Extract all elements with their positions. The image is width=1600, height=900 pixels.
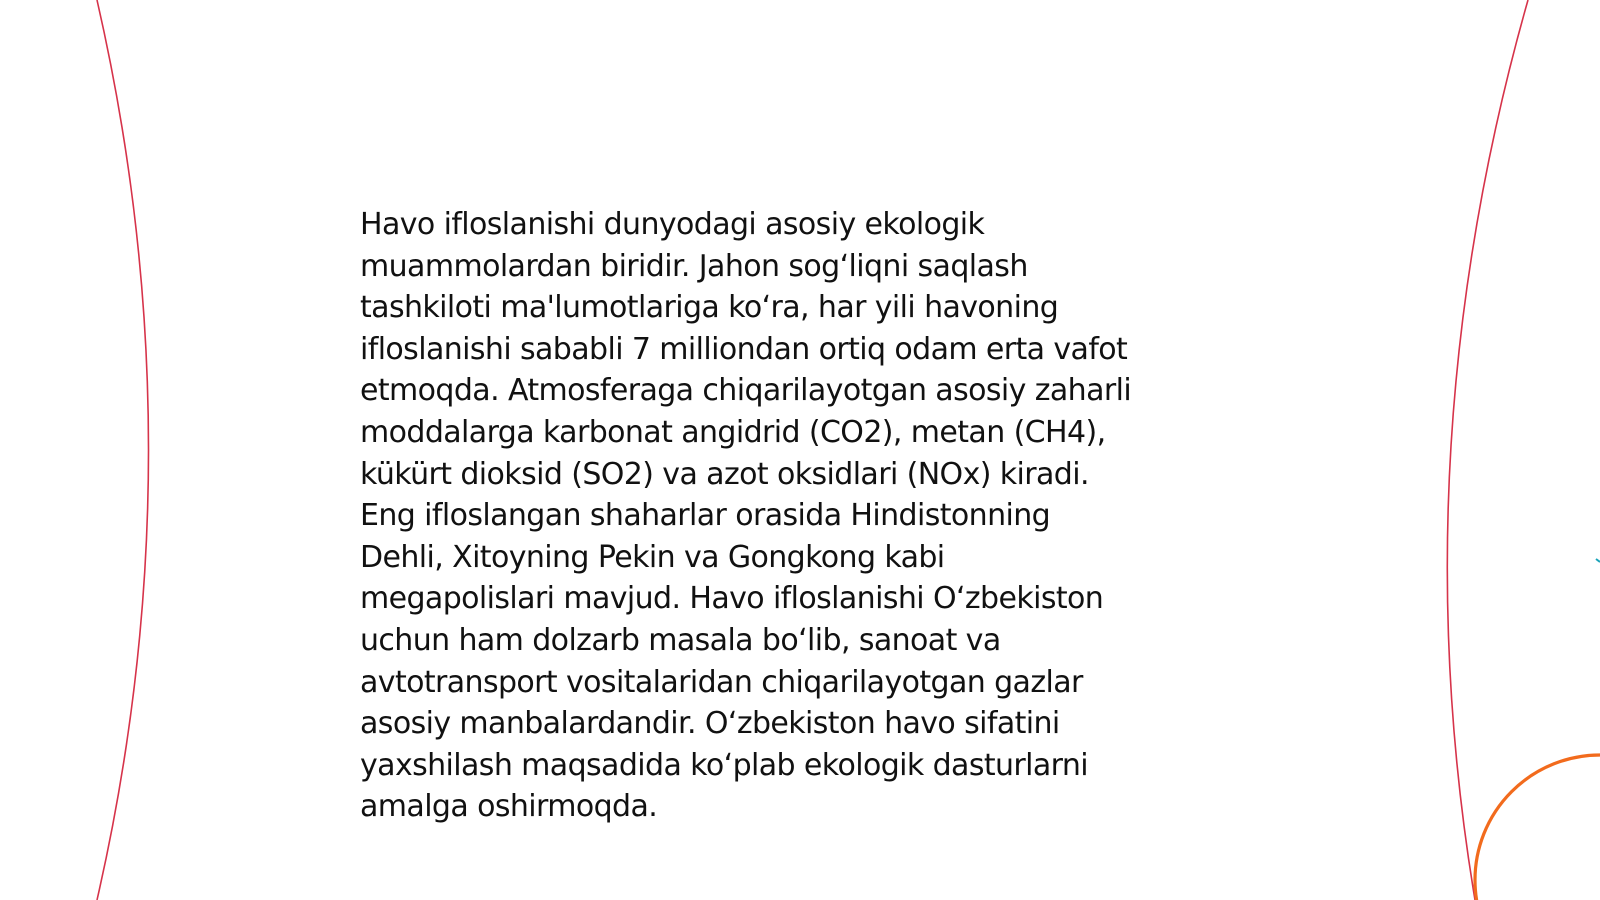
body-line: ifloslanishi sababli 7 milliondan ortiq odam erta vafot xyxy=(360,331,1128,367)
body-line: Dehli, Xitoyning Pekin va Gongkong kabi xyxy=(360,539,945,575)
body-line: Havo ifloslanishi dunyodagi asosiy ekologik xyxy=(360,207,985,242)
body-line: etmoqda. Atmosferaga chiqarilayotgan asosiy zaharli xyxy=(360,373,1132,409)
body-line: amalga oshirmoqda. xyxy=(360,789,658,825)
orange-circle-decoration xyxy=(1475,755,1600,900)
body-line: uchun ham dolzarb masala bo‘lib, sanoat va xyxy=(360,622,1001,658)
left-arc-decoration xyxy=(97,0,149,900)
body-line: Eng ifloslangan shaharlar orasida Hindistonning xyxy=(360,498,1051,534)
body-line: tashkiloti ma'lumotlariga ko‘ra, har yili havoning xyxy=(360,290,1059,326)
body-line: avtotransport vositalaridan chiqarilayotgan gazlar xyxy=(360,664,1083,700)
body-line: kükürt dioksid (SO2) va azot oksidlari (NOx) kiradi. xyxy=(360,456,1089,492)
body-paragraph xyxy=(360,204,1240,828)
body-line: muammolardan biridir. Jahon sog‘liqni saqlash xyxy=(360,248,1028,284)
body-line: megapolislari mavjud. Havo ifloslanishi O‘zbekiston xyxy=(360,581,1104,617)
teal-mark-decoration xyxy=(1596,559,1600,562)
body-line: moddalarga karbonat angidrid (CO2), metan (CH4), xyxy=(360,414,1106,450)
body-line: asosiy manbalardandir. O‘zbekiston havo sifatini xyxy=(360,706,1060,742)
right-arc-decoration xyxy=(1447,0,1528,900)
body-line: yaxshilash maqsadida ko‘plab ekologik dasturlarni xyxy=(360,747,1089,783)
